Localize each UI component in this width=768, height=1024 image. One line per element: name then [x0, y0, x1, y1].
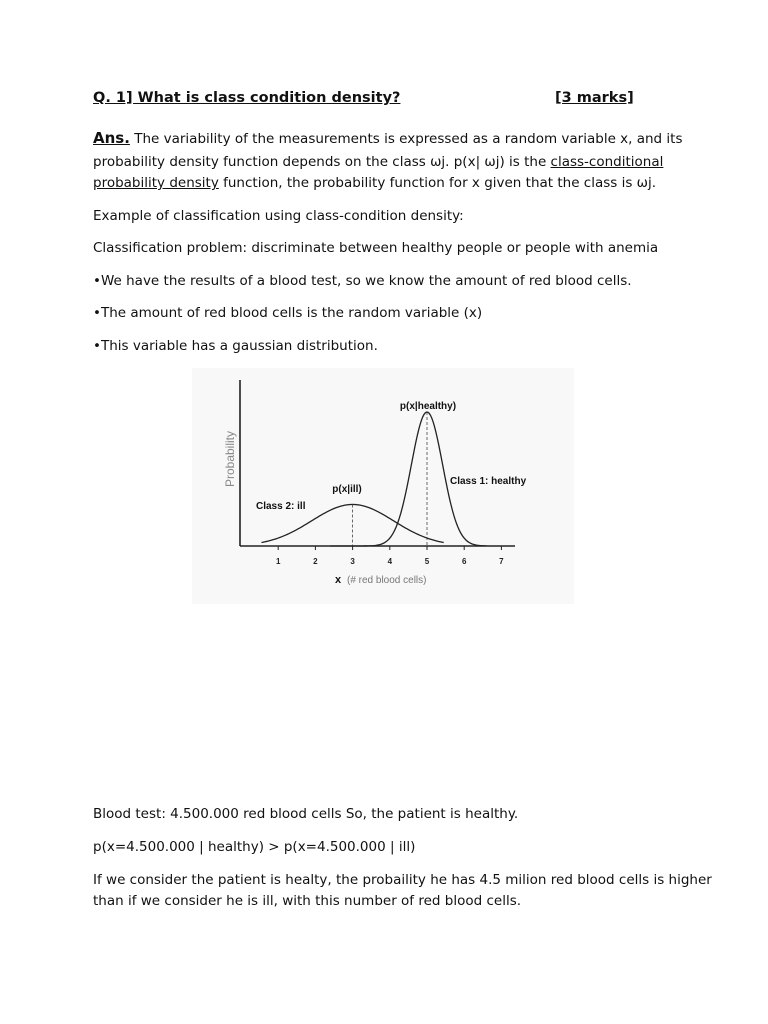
- x-tick-label: 5: [424, 557, 430, 566]
- x-tick-label: 2: [313, 557, 318, 566]
- class-conditional-term: class-conditional: [550, 154, 664, 170]
- chart-labels: [223, 401, 527, 586]
- probability-inequality: p(x=4.500.000 | healthy) > p(x=4.500.000 | ill): [93, 839, 416, 855]
- conclusion-line-1: If we consider the patient is healty, the probaility he has 4.5 milion red blood cells is higher: [93, 872, 712, 888]
- answer-text-2: probability density function depends on the class ωj. p(x| ωj) is the: [93, 154, 551, 170]
- x-axis-variable: x: [335, 574, 342, 586]
- conclusion-line-2: than if we consider he is ill, with this number of red blood cells.: [93, 893, 522, 909]
- x-tick-label: 1: [275, 557, 281, 566]
- problem-paragraph: Classification problem: discriminate between healthy people or people with anemia: [93, 240, 659, 256]
- chart-axes: [240, 380, 515, 566]
- answer-line-2: [93, 152, 663, 172]
- answer-line-1: [93, 128, 683, 149]
- probability-density-term: probability density: [93, 175, 219, 191]
- peak-label-healthy: p(x|healthy): [399, 401, 457, 412]
- density-chart: [192, 368, 574, 604]
- answer-text-1: The variability of the measurements is expressed as a random variable x, and its: [129, 131, 683, 147]
- bullet-gaussian: •This variable has a gaussian distribution.: [93, 338, 378, 354]
- bullet-random-variable: •The amount of red blood cells is the random variable (x): [93, 305, 483, 321]
- peak-label-ill: p(x|ill): [332, 484, 362, 495]
- x-tick-label: 7: [499, 557, 504, 566]
- answer-line-3: [93, 173, 656, 193]
- x-tick-label: 4: [387, 557, 393, 566]
- chart-figure: [192, 368, 574, 604]
- x-axis-label: (# red blood cells): [347, 575, 427, 586]
- blood-test-result: Blood test: 4.500.000 red blood cells So, the patient is healthy.: [93, 806, 519, 822]
- series-name-ill: Class 2: ill: [256, 501, 306, 512]
- answer-label: Ans.: [93, 129, 130, 147]
- series-name-healthy: Class 1: healthy: [450, 476, 527, 487]
- question-marks: [3 marks]: [555, 90, 634, 106]
- y-axis-label: Probability: [223, 430, 237, 488]
- x-tick-label: 3: [350, 557, 355, 566]
- answer-text-3: function, the probability function for x given that the class is ωj.: [218, 175, 657, 191]
- bullet-blood-test: •We have the results of a blood test, so we know the amount of red blood cells.: [93, 273, 632, 289]
- question-title: Q. 1] What is class condition density?: [93, 90, 401, 106]
- x-tick-label: 6: [461, 557, 467, 566]
- example-paragraph: Example of classification using class-condition density:: [93, 208, 464, 224]
